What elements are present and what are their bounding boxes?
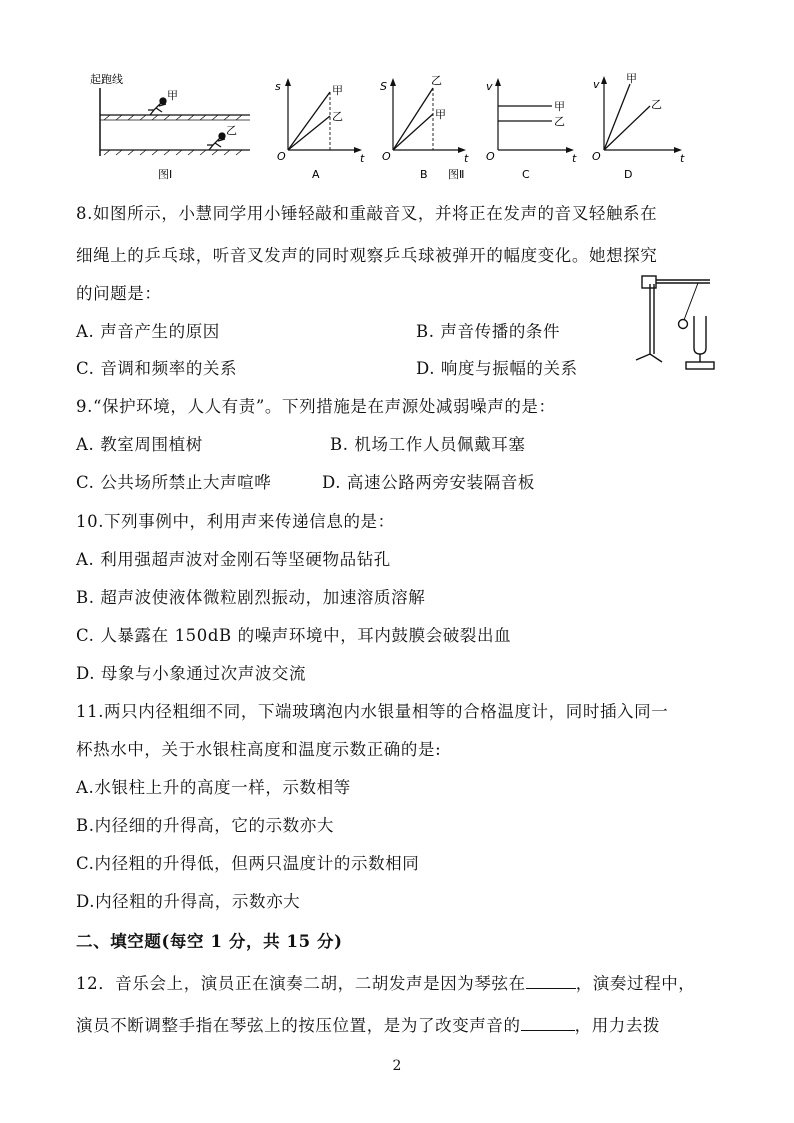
ping-pong-ball-icon [679,320,688,329]
q8-line-1: 8.如图所示，小慧同学用小锤轻敲和重敲音叉，并将正在发声的音叉轻触系在 [76,204,658,223]
graph-c-ylabel: v [486,80,493,93]
q12-line-2 [76,1012,660,1036]
q12-blank-1[interactable] [526,974,576,989]
graph-d-line-top [604,84,630,150]
q8-option-c: C. 音调和频率的关系 [76,359,238,378]
runner-yi-label: 乙 [226,124,237,137]
graph-d-panel-label: D [624,168,633,181]
graph-a-y-arrow-icon [285,78,291,86]
graph-b-origin: O [382,150,391,163]
q12-part-3: 演员不断调整手指在琴弦上的按压位置，是为了改变声音的 [76,1016,521,1035]
graph-b [380,74,469,181]
graph-b-xlabel: t [464,152,469,165]
q12-line-1 [76,970,695,994]
figure-1-caption: 图Ⅰ [158,168,173,181]
q12-part-2: ，演奏过程中， [575,974,696,993]
graph-d-top-label: 甲 [626,72,637,85]
q8-line-2: 细绳上的乒乓球，听音叉发声的同时观察乒乓球被弹开的幅度变化。她想探究 [76,246,658,265]
string [684,283,698,320]
q11-option-b: B.内径细的升得高，它的示数亦大 [76,816,334,835]
graph-a-xlabel: t [360,152,365,165]
figure-1-track [90,72,250,181]
graph-a-ylabel: s [275,80,281,93]
graph-c-y-arrow-icon [495,78,501,86]
graph-c-panel-label: C [522,168,530,181]
q9-option-d: D. 高速公路两旁安装隔音板 [322,473,536,492]
graph-a-bottom-label: 乙 [332,110,343,123]
q11-line-1: 11.两只内径粗细不同，下端玻璃泡内水银量相等的合格温度计，同时插入同一 [76,702,669,721]
q9-stem: 9.“保护环境，人人有责”。下列措施是在声源处减弱噪声的是： [76,397,556,416]
runner-jia-label: 甲 [167,89,178,102]
q11-option-d: D.内径粗的升得高，示数亦大 [76,892,301,911]
section-2-title: 二、填空题(每空 1 分，共 15 分) [76,932,343,951]
graph-a [275,78,365,181]
graph-d-bottom-label: 乙 [651,98,662,111]
motion-figures [90,70,690,185]
graph-b-ylabel: S [380,80,387,93]
q11-line-2: 杯热水中，关于水银柱高度和温度示数正确的是: [76,740,442,759]
q8-option-a: A. 声音产生的原因 [76,322,220,341]
graph-c-origin: O [486,150,495,163]
page-number: 2 [392,1058,402,1074]
figure-2-caption: 图Ⅱ [448,168,465,181]
graph-d-y-arrow-icon [601,76,607,84]
graph-d-origin: O [592,150,601,163]
stand-base [636,354,662,362]
tuning-fork-box [686,362,714,369]
q12-part-1: 12．音乐会上，演员正在演奏二胡，二胡发声是因为琴弦在 [76,974,526,993]
graph-d-ylabel: v [593,78,600,91]
q10-option-b: B. 超声波使液体微粒剧烈振动，加速溶质溶解 [76,588,426,607]
q10-stem: 10.下列事例中，利用声来传递信息的是： [76,512,395,531]
tuning-fork-apparatus-icon [628,264,718,374]
q10-option-a: A. 利用强超声波对金刚石等坚硬物品钻孔 [76,550,391,569]
graph-a-origin: O [277,150,286,163]
tuning-fork-prongs [694,316,706,354]
graph-b-bottom-label: 甲 [435,108,446,121]
graph-d [592,72,685,181]
graph-b-y-arrow-icon [390,78,396,86]
graph-c-top-label: 甲 [554,100,565,113]
graph-c-xlabel: t [572,152,577,165]
q8-option-b: B. 声音传播的条件 [416,322,561,341]
graph-b-panel-label: B [420,168,428,181]
graph-d-xlabel: t [680,152,685,165]
start-line-label: 起跑线 [90,73,123,86]
q11-option-c: C.内径粗的升得低，但两只温度计的示数相同 [76,854,420,873]
q8-option-d: D. 响度与振幅的关系 [416,359,578,378]
graph-d-line-bottom [604,106,650,150]
graph-b-top-label: 乙 [431,74,442,87]
graph-a-top-label: 甲 [332,84,343,97]
q9-option-b: B. 机场工作人员佩戴耳塞 [330,435,526,454]
runner-jia-icon [148,98,166,115]
q9-option-c: C. 公共场所禁止大声喧哗 [76,473,272,492]
q10-option-d: D. 母象与小象通过次声波交流 [76,664,307,683]
q12-part-4: ，用力去拨 [574,1016,661,1035]
q10-option-c: C. 人暴露在 150dB 的噪声环境中，耳内鼓膜会破裂出血 [76,626,512,645]
q12-blank-2[interactable] [521,1016,575,1031]
q8-line-3: 的问题是： [76,284,162,303]
runner-yi-icon [207,133,225,150]
q9-option-a: A. 教室周围植树 [76,435,203,454]
q11-option-a: A.水银柱上升的高度一样，示数相等 [76,778,351,797]
graph-c-bottom-label: 乙 [554,115,565,128]
graph-c [486,78,577,181]
graph-a-panel-label: A [312,168,320,181]
